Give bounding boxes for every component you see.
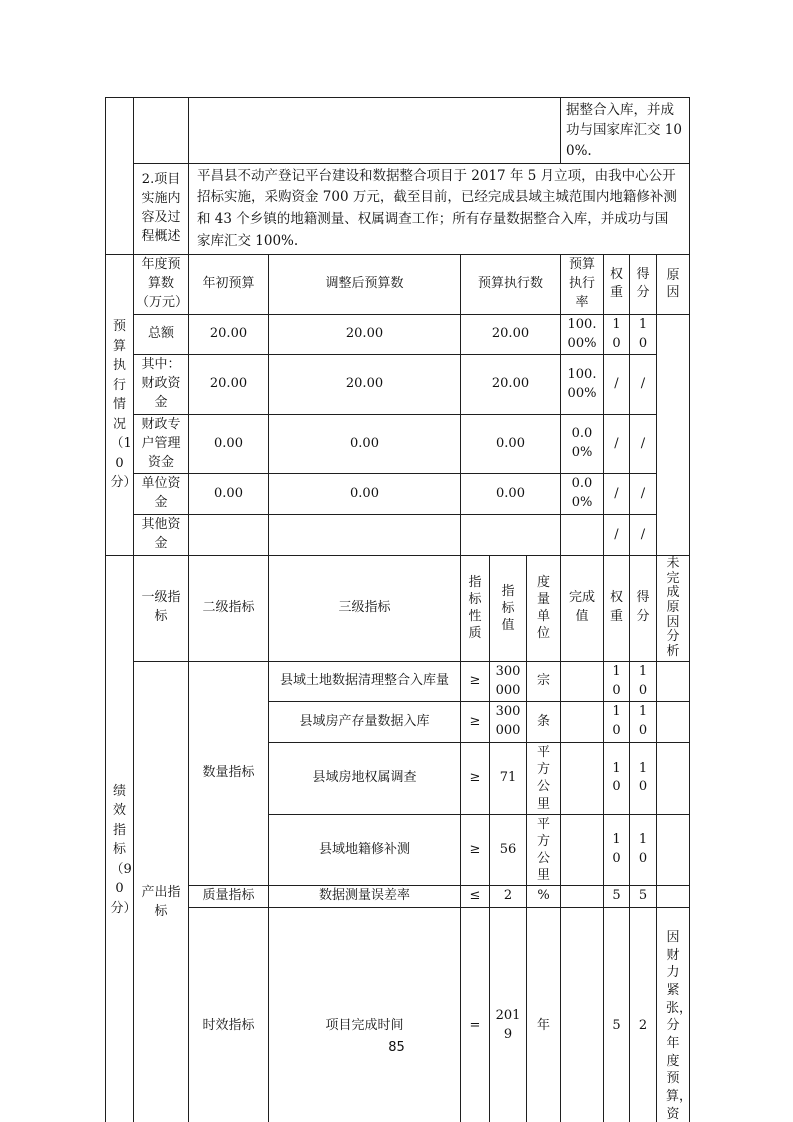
ind-nature: ≥ (461, 702, 490, 743)
ind-reason (657, 702, 690, 743)
ind-score: 10 (630, 814, 657, 886)
carryover-label-cell (134, 98, 189, 164)
budget-initial-value: 0.00 (189, 474, 269, 515)
section-label-cell-empty (106, 98, 134, 255)
budget-row-label: 总额 (134, 314, 189, 355)
ind-score: 10 (630, 661, 657, 702)
ind-score: 10 (630, 702, 657, 743)
budget-header-rate: 预算执行率 (561, 255, 604, 315)
ind-actual (561, 743, 604, 815)
budget-header-score: 得分 (630, 255, 657, 315)
budget-weight-value: / (604, 414, 630, 474)
overview-label-cell: 2.项目实施内容及过程概述 (134, 163, 189, 254)
ind-nature: ≤ (461, 886, 490, 908)
ind-weight: 10 (604, 661, 630, 702)
ind-actual (561, 814, 604, 886)
budget-header-weight: 权重 (604, 255, 630, 315)
ind-header-actual: 完成值 (561, 555, 604, 661)
ind-actual (561, 702, 604, 743)
ind-target: 300000 (490, 702, 527, 743)
ind-header-level3: 三级指标 (269, 555, 461, 661)
indicators-section-label: 绩效指标（90分） (106, 555, 134, 1122)
budget-row-label: 单位资金 (134, 474, 189, 515)
budget-header-adjusted: 调整后预算数 (269, 255, 461, 315)
budget-initial-value: 20.00 (189, 355, 269, 415)
ind-name: 县域土地数据清理整合入库量 (269, 661, 461, 702)
budget-score-value: 10 (630, 314, 657, 355)
ind-target: 2 (490, 886, 527, 908)
budget-executed-value: 20.00 (461, 314, 561, 355)
budget-executed-value: 20.00 (461, 355, 561, 415)
budget-rate-value (561, 515, 604, 556)
ind-name: 县域房产存量数据入库 (269, 702, 461, 743)
budget-score-value: / (630, 414, 657, 474)
ind-header-level2: 二级指标 (189, 555, 269, 661)
ind-nature: = (461, 908, 490, 1122)
ind-weight: 5 (604, 886, 630, 908)
carryover-body-cell (189, 98, 561, 164)
ind-target: 71 (490, 743, 527, 815)
ind-reason: 因财力紧张，分年度预算，资 (657, 908, 690, 1122)
budget-adjusted-value: 0.00 (269, 414, 461, 474)
ind-reason (657, 661, 690, 702)
ind-header-nature: 指标性质 (461, 555, 490, 661)
budget-initial-value: 0.00 (189, 414, 269, 474)
budget-initial-value (189, 515, 269, 556)
ind-target: 2019 (490, 908, 527, 1122)
ind-weight: 10 (604, 702, 630, 743)
ind-actual (561, 908, 604, 1122)
ind-unit: 条 (527, 702, 561, 743)
ind-unit: 年 (527, 908, 561, 1122)
ind-actual (561, 886, 604, 908)
ind-reason (657, 814, 690, 886)
budget-rate-value: 0.00% (561, 474, 604, 515)
ind-score: 10 (630, 743, 657, 815)
budget-row-label: 其中：财政资金 (134, 355, 189, 415)
ind-level1-cell: 产出指标 (134, 661, 189, 1122)
ind-nature: ≥ (461, 814, 490, 886)
ind-weight: 10 (604, 814, 630, 886)
budget-score-value: / (630, 355, 657, 415)
ind-header-unit: 度量单位 (527, 555, 561, 661)
budget-score-value: / (630, 474, 657, 515)
ind-target: 300000 (490, 661, 527, 702)
budget-adjusted-value (269, 515, 461, 556)
ind-level2-quantity: 数量指标 (189, 661, 269, 886)
budget-executed-value: 0.00 (461, 414, 561, 474)
ind-weight: 5 (604, 908, 630, 1122)
ind-score: 2 (630, 908, 657, 1122)
budget-executed-value (461, 515, 561, 556)
budget-executed-value: 0.00 (461, 474, 561, 515)
ind-target: 56 (490, 814, 527, 886)
ind-header-weight: 权重 (604, 555, 630, 661)
budget-row-label: 财政专户管理资金 (134, 414, 189, 474)
budget-header-initial: 年初预算 (189, 255, 269, 315)
budget-section-label: 预算执行情况（10分） (106, 255, 134, 556)
budget-adjusted-value: 20.00 (269, 355, 461, 415)
ind-actual (561, 661, 604, 702)
budget-rate-value: 0.00% (561, 414, 604, 474)
ind-nature: ≥ (461, 743, 490, 815)
ind-header-score: 得分 (630, 555, 657, 661)
budget-header-reason: 原因 (657, 255, 690, 315)
ind-unit: 平方公里 (527, 814, 561, 886)
budget-weight-value: 10 (604, 314, 630, 355)
overview-text-cell: 平昌县不动产登记平台建设和数据整合项目于 2017 年 5 月立项，由我中心公开招标实施，采购资金 700 万元，截至目前，已经完成县域主城范围内地籍修补测和 43 个乡镇的地籍测量、权属调查工作；所有存量数据整合入库，并成功与国家库汇交 100%. (189, 163, 690, 254)
ind-score: 5 (630, 886, 657, 908)
ind-name: 项目完成时间 (269, 908, 461, 1122)
ind-name: 县域地籍修补测 (269, 814, 461, 886)
ind-level2-timeliness: 时效指标 (189, 908, 269, 1122)
page-number: 85 (388, 1040, 405, 1055)
ind-unit: 宗 (527, 661, 561, 702)
ind-unit: 平方公里 (527, 743, 561, 815)
budget-adjusted-value: 20.00 (269, 314, 461, 355)
carryover-text-cell: 据整合入库，并成功与国家库汇交 100%. (561, 98, 690, 164)
ind-header-target: 指标值 (490, 555, 527, 661)
ind-name: 县域房地权属调查 (269, 743, 461, 815)
performance-evaluation-table (105, 97, 693, 1122)
budget-header-executed: 预算执行数 (461, 255, 561, 315)
ind-unit: % (527, 886, 561, 908)
ind-header-level1: 一级指标 (134, 555, 189, 661)
budget-adjusted-value: 0.00 (269, 474, 461, 515)
budget-weight-value: / (604, 355, 630, 415)
budget-rate-value: 100.00% (561, 314, 604, 355)
ind-nature: ≥ (461, 661, 490, 702)
budget-rate-value: 100.00% (561, 355, 604, 415)
budget-header-row-label: 年度预算数（万元） (134, 255, 189, 315)
budget-initial-value: 20.00 (189, 314, 269, 355)
budget-reason-cell (657, 314, 690, 555)
ind-name: 数据测量误差率 (269, 886, 461, 908)
budget-score-value: / (630, 515, 657, 556)
budget-row-label: 其他资金 (134, 515, 189, 556)
budget-weight-value: / (604, 474, 630, 515)
ind-level2-quality: 质量指标 (189, 886, 269, 908)
ind-header-reason: 未完成原因分析 (657, 555, 690, 661)
ind-reason (657, 743, 690, 815)
ind-weight: 10 (604, 743, 630, 815)
ind-reason (657, 886, 690, 908)
budget-weight-value: / (604, 515, 630, 556)
